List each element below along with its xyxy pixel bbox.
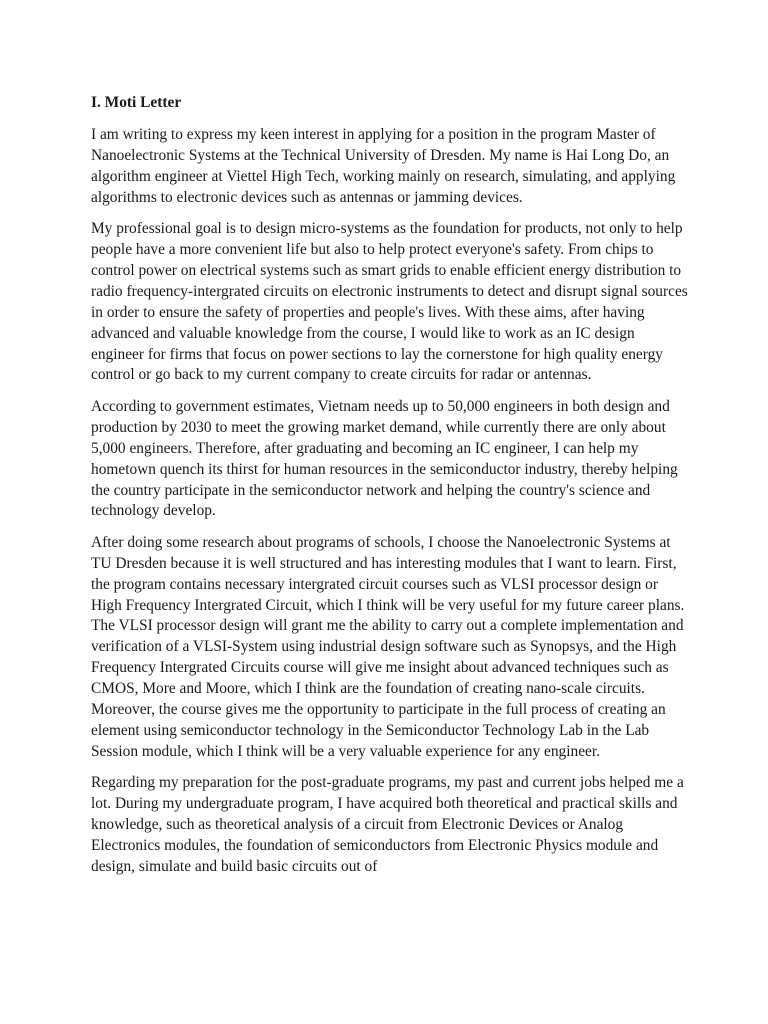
section-heading: I. Moti Letter [91, 94, 182, 111]
paragraph-program-choice: After doing some research about programs of schools, I choose the Nanoelectronic Systems at TU Dresden because it is well structured and has interesting modules that I want to learn. First, the program contains necessary intergrated circuit courses such as VLSI processor design or High Frequency Intergrated Circuit, which I think will be very useful for my future career plans. The VLSI processor design will grant me the ability to carry out a complete implementation and verification of a VLSI-System using industrial design software such as Synopsys, and the High Frequency Intergrated Circuits course will give me insight about advanced techniques such as CMOS, More and Moore, which I think are the foundation of creating nano-scale circuits. Moreover, the course gives me the opportunity to participate in the full process of creating an element using semiconductor technology in the Semiconductor Technology Lab in the Lab Session module, which I think will be a very valuable experience for any engineer. [91, 533, 685, 760]
paragraph-motivation: According to government estimates, Vietnam needs up to 50,000 engineers in both design and production by 2030 to meet the growing market demand, while currently there are only about 5,000 engineers. Therefore, after graduating and becoming an IC engineer, I can help my hometown quench its thirst for human resources in the semiconductor industry, thereby helping the country participate in the semiconductor network and helping the country's science and technology develop. [91, 397, 678, 520]
paragraph-introduction: I am writing to express my keen interest in applying for a position in the program Master of Nanoelectronic Systems at the Technical University of Dresden. My name is Hai Long Do, an algorithm engineer at Viettel High Tech, working mainly on research, simulating, and applying algorithms to electronic devices such as antennas or jamming devices. [91, 126, 676, 206]
paragraph-preparation: Regarding my preparation for the post-graduate programs, my past and current jobs helped me a lot. During my undergraduate program, I have acquired both theoretical and practical skills and knowledge, such as theoretical analysis of a circuit from Electronic Devices or Analog Electronics modules, the foundation of semiconductors from Electronic Physics module and design, simulate and build basic circuits out of [91, 774, 684, 875]
paragraph-professional-goal: My professional goal is to design micro-systems as the foundation for products, not only to help people have a more convenient life but also to help protect everyone's safety. From chips to control power on electrical systems such as smart grids to enable efficient energy distribution to radio frequency-intergrated circuits on electronic instruments to detect and disrupt signal sources in order to ensure the safety of properties and people's lives. With these aims, after having advanced and valuable knowledge from the course, I would like to work as an IC design engineer for firms that focus on power sections to lay the cornerstone for high quality energy control or go back to my current company to create circuits for radar or antennas. [91, 220, 688, 384]
letter-body [91, 92, 691, 888]
